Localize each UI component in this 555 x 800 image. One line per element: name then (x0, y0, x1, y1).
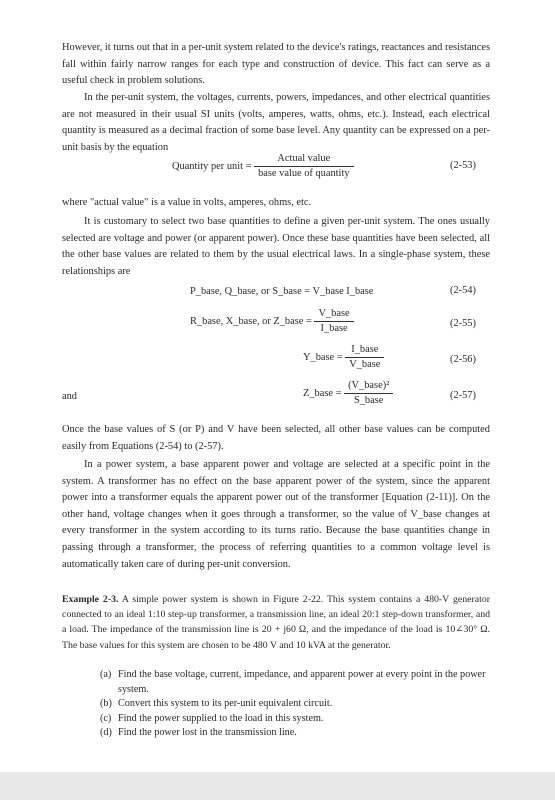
fraction (254, 152, 353, 181)
equation-number: (2-57) (450, 390, 476, 401)
list-item-label: (c) (100, 712, 112, 724)
list-item-label: (b) (100, 698, 112, 709)
equation-number: (2-56) (450, 354, 476, 365)
example-statement (62, 592, 490, 653)
fraction-numerator: Actual value (277, 153, 331, 164)
list-item-label: (a) (100, 669, 112, 680)
paragraph-ratings: However, it turns out that in a per-unit system related to the device's ratings, reactances and resistances fall within fairly narrow ranges for each type and construction of device. This fact can serve as a useful check in problem solutions. (62, 42, 490, 87)
fraction-denominator: V_base (345, 357, 384, 372)
equation-number: (2-54) (450, 285, 476, 296)
list-item (100, 668, 490, 697)
fraction-numerator: V_base (318, 308, 350, 319)
list-item-text: Find the power lost in the transmission line. (118, 727, 297, 738)
and-label: and (62, 391, 78, 402)
list-item (100, 697, 490, 712)
paragraph-transformer-base: In a power system, a base apparent power and voltage are selected at a specific point in the system. A transformer has no effect on the base apparent power of the system, since the apparent power into a transformer equals the apparent power out of the transformer [Equation (2-11)]. On the other hand, voltage changes when it goes through a transformer, so the value of V_base changes at every transformer in the system according to its turns ratio. Because the base quantities change in passing through a transformer, the process of referring quantities to a common voltage level is automatically taken care of during per-unit conversion. (62, 459, 490, 570)
equation-lhs: Quantity per unit = (172, 160, 252, 172)
equation-number: (2-53) (450, 160, 476, 171)
paragraph-base-values: Once the base values of S (or P) and V have been selected, all other base values can be computed easily from Equations (2-54) to (2-57). (62, 424, 490, 452)
fraction (314, 307, 353, 336)
paragraph-actual-value-note: where "actual value" is a value in volts, amperes, ohms, etc. (62, 197, 312, 208)
example-question-list (100, 668, 490, 741)
equation-base-impedance (190, 307, 354, 336)
equation-number: (2-55) (450, 318, 476, 329)
fraction (344, 379, 393, 408)
paragraph-per-unit-intro: In the per-unit system, the voltages, currents, powers, impedances, and other electrical quantities are not measured in their usual SI units (volts, amperes, watts, ohms, etc.). Instead, each electrical quantity is measured as a decimal fraction of some base level. Any quantity can be expressed on a per-unit basis by the equation (62, 92, 490, 153)
fraction-numerator: (V_base)² (348, 380, 390, 391)
list-item-text: Find the power supplied to the load in this system. (118, 712, 324, 724)
paragraph-base-quantities: It is customary to select two base quantities to define a given per-unit system. The ones usually selected are voltage and power (or apparent power). Once these base quantities have been selected, all the other base values are related to them by the usual electrical laws. In a single-phase system, these relationships are (62, 216, 490, 277)
equation-base-admittance (303, 343, 384, 372)
list-item (100, 726, 490, 741)
equation-base-impedance-from-power (303, 379, 393, 408)
fraction (345, 343, 384, 372)
equation-lhs: Z_base = (303, 387, 342, 399)
fraction-numerator: I_base (351, 344, 379, 355)
list-item-label: (d) (100, 727, 112, 738)
page-footer-shading (0, 772, 555, 800)
list-item (100, 712, 490, 727)
equation-lhs: R_base, X_base, or Z_base = (190, 315, 312, 327)
list-item-text: Convert this system to its per-unit equivalent circuit. (118, 698, 333, 709)
example-title: Example 2-3. (62, 594, 119, 605)
equation-lhs: Y_base = (303, 351, 343, 363)
fraction-denominator: base value of quantity (254, 166, 353, 181)
list-item-text: Find the base voltage, current, impedance, and apparent power at every point in the power system. (118, 669, 486, 695)
fraction-denominator: S_base (344, 393, 393, 408)
equation-base-power: P_base, Q_base, or S_base = V_base I_base (190, 286, 374, 297)
equation-per-unit-quantity (172, 152, 354, 181)
example-body: A simple power system is shown in Figure 2-22. This system contains a 480-V generator connected to an ideal 1:10 step-up transformer, a transmission line, an ideal 20:1 step-down transformer, and a load. The impedance of the transmission line is 20 + j60 Ω, and the impedance of the load is 10∠30° Ω. The base values for this system are chosen to be 480 V and 10 kVA at the generator. (62, 594, 490, 651)
fraction-denominator: I_base (314, 321, 353, 336)
